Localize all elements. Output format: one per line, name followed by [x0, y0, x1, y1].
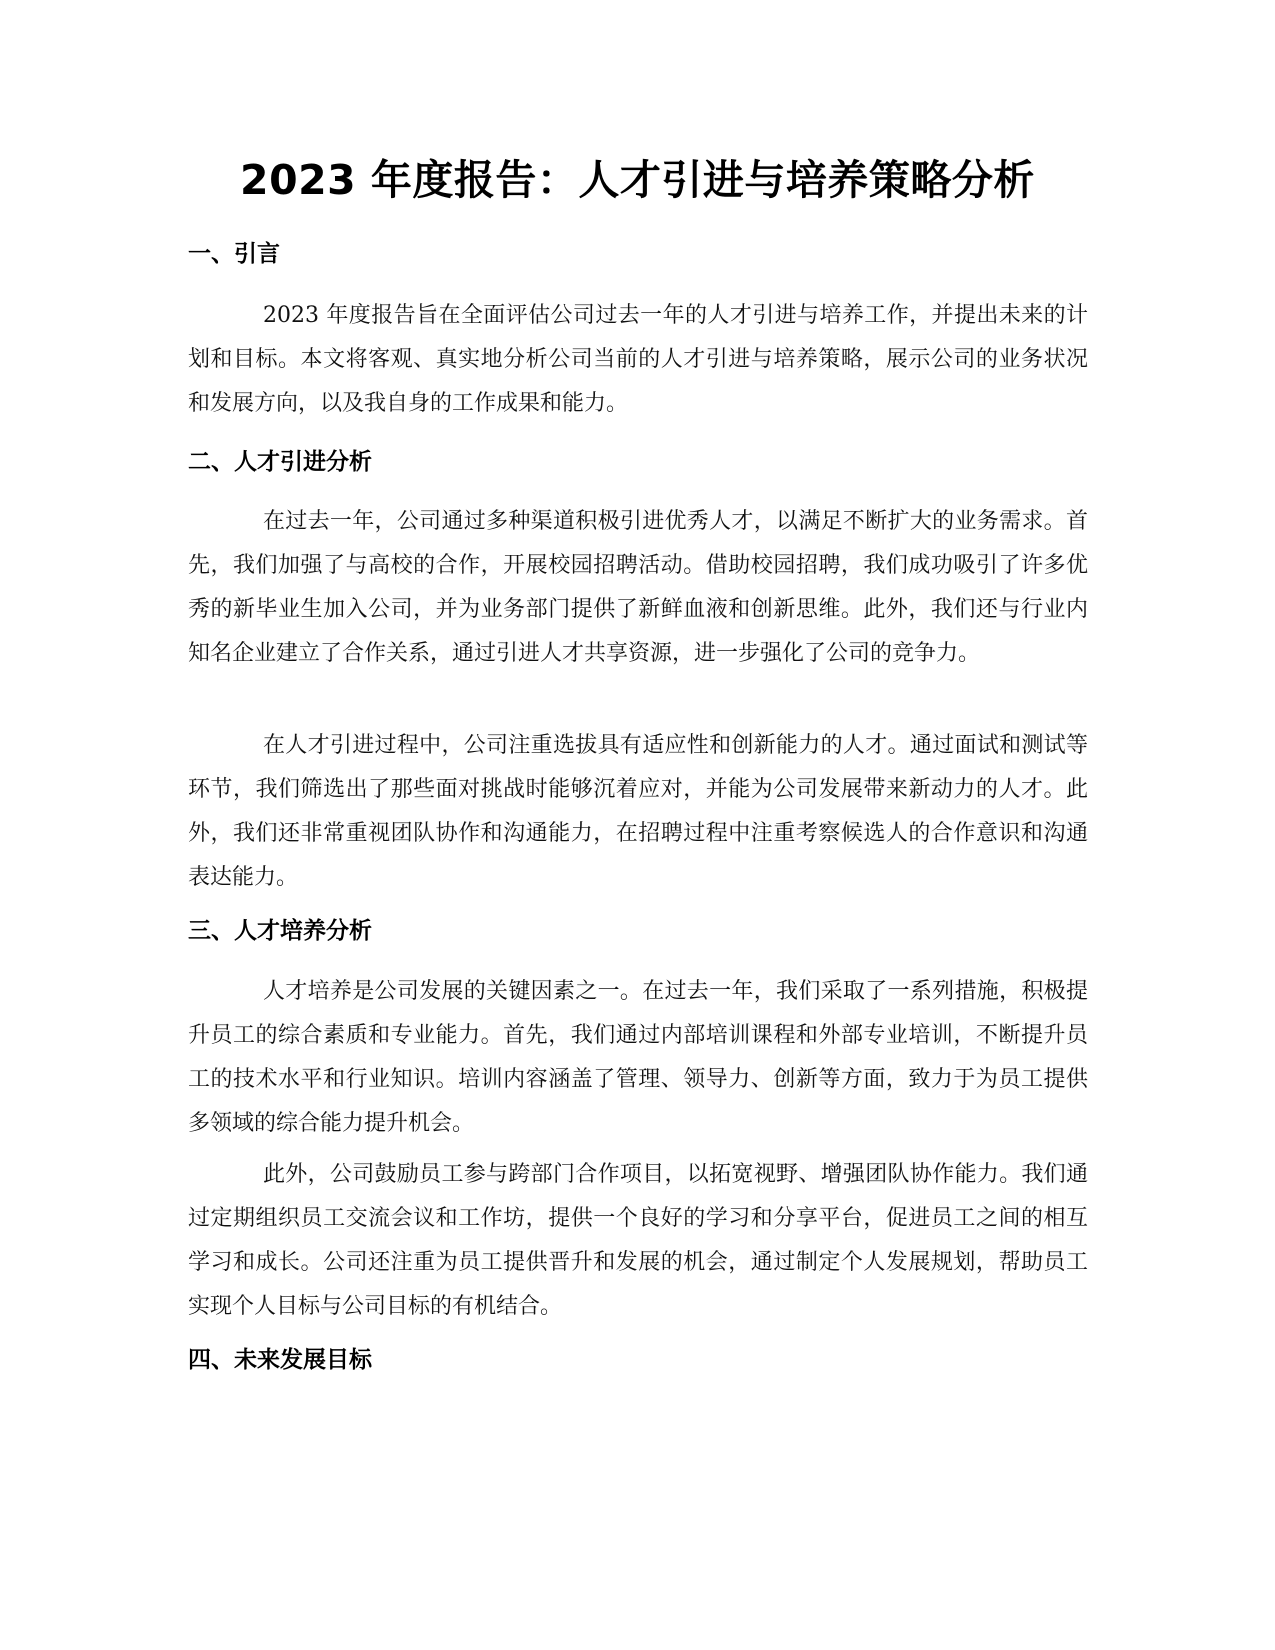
paragraph-development-2: 此外，公司鼓励员工参与跨部门合作项目，以拓宽视野、增强团队协作能力。我们通过定期组织员工交流会议和工作坊，提供一个良好的学习和分享平台，促进员工之间的相互学习和成长。公司还注重为员工提供晋升和发展的机会，通过制定个人发展规划，帮助员工实现个人目标与公司目标的有机结合。	[188, 1162, 1088, 1319]
section-heading-talent-recruitment: 二、人才引进分析	[188, 449, 372, 475]
paragraph-recruitment-2: 在人才引进过程中，公司注重选拔具有适应性和创新能力的人才。通过面试和测试等环节，我们筛选出了那些面对挑战时能够沉着应对，并能为公司发展带来新动力的人才。此外，我们还非常重视团队协作和沟通能力，在招聘过程中注重考察候选人的合作意识和沟通表达能力。	[188, 733, 1088, 890]
paragraph-development-1: 人才培养是公司发展的关键因素之一。在过去一年，我们采取了一系列措施，积极提升员工的综合素质和专业能力。首先，我们通过内部培训课程和外部专业培训，不断提升员工的技术水平和行业知识。培训内容涵盖了管理、领导力、创新等方面，致力于为员工提供多领域的综合能力提升机会。	[188, 979, 1088, 1136]
document-title: 2023 年度报告：人才引进与培养策略分析	[240, 156, 1035, 204]
section-heading-introduction: 一、引言	[188, 241, 280, 267]
section-heading-future-goals: 四、未来发展目标	[188, 1347, 372, 1373]
section-heading-talent-development: 三、人才培养分析	[188, 918, 372, 944]
paragraph-recruitment-1: 在过去一年，公司通过多种渠道积极引进优秀人才，以满足不断扩大的业务需求。首先，我们加强了与高校的合作，开展校园招聘活动。借助校园招聘，我们成功吸引了许多优秀的新毕业生加入公司，并为业务部门提供了新鲜血液和创新思维。此外，我们还与行业内知名企业建立了合作关系，通过引进人才共享资源，进一步强化了公司的竞争力。	[188, 509, 1088, 666]
paragraph-introduction: 2023 年度报告旨在全面评估公司过去一年的人才引进与培养工作，并提出未来的计划和目标。本文将客观、真实地分析公司当前的人才引进与培养策略，展示公司的业务状况和发展方向，以及我自身的工作成果和能力。	[188, 303, 1088, 416]
